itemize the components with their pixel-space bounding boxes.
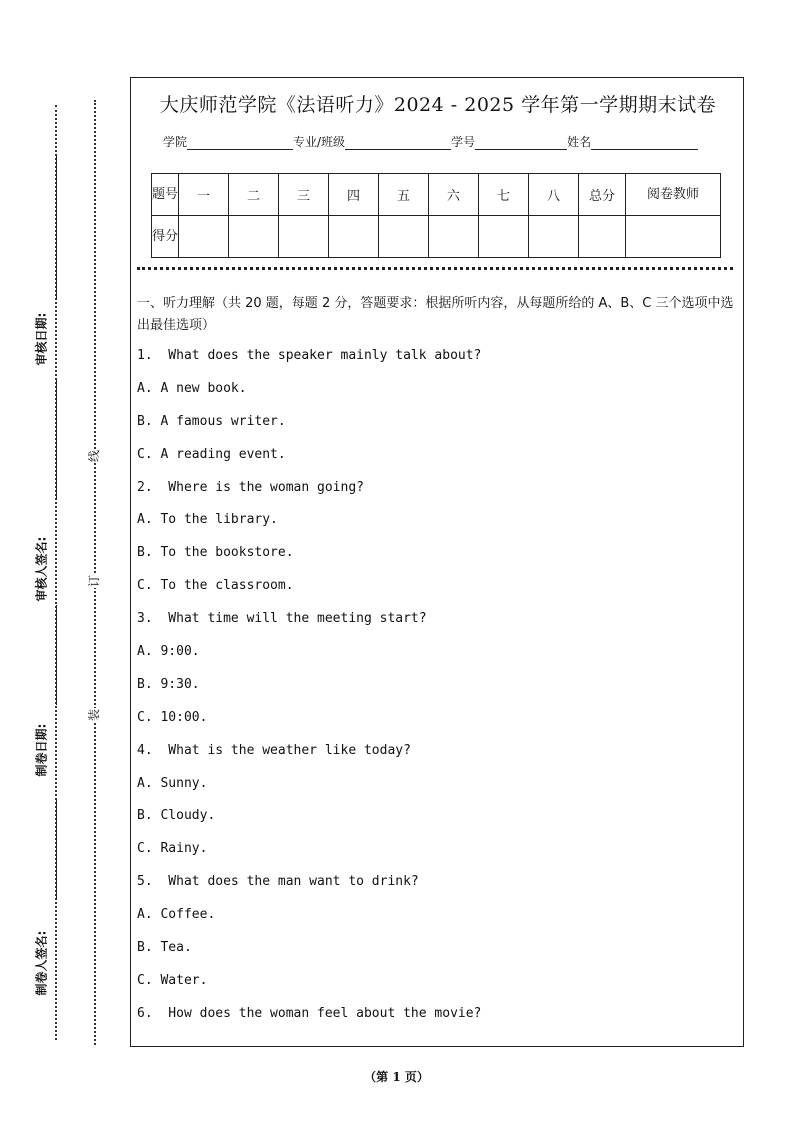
score-cell-1[interactable] bbox=[179, 216, 229, 258]
question-list bbox=[137, 346, 737, 1037]
option-line: C. Water. bbox=[137, 972, 208, 988]
binding-dotted-line bbox=[94, 100, 96, 1045]
binding-bind-char: 订 bbox=[87, 575, 101, 588]
option-line: C. Rainy. bbox=[137, 841, 208, 857]
question-line: 4. What is the weather like today? bbox=[137, 742, 411, 758]
option-line: A. Coffee. bbox=[137, 907, 216, 923]
dotted-separator bbox=[137, 267, 733, 270]
score-table bbox=[151, 173, 721, 258]
question-line: 5. What does the man want to drink? bbox=[137, 874, 419, 890]
prep-date-label: 制卷日期: bbox=[34, 723, 49, 777]
major-class-label: 专业/班级 bbox=[293, 135, 346, 149]
major-class-field[interactable] bbox=[345, 135, 451, 150]
exam-frame bbox=[130, 77, 744, 1047]
column-2: 二 bbox=[229, 174, 279, 216]
preparer-sign-label: 制卷人签名: bbox=[34, 930, 49, 996]
question-number-header: 题号 bbox=[152, 174, 179, 216]
score-table-score-row bbox=[152, 216, 721, 258]
column-1: 一 bbox=[179, 174, 229, 216]
name-label: 姓名 bbox=[567, 135, 592, 149]
preparer-sign-underline bbox=[56, 800, 57, 900]
exam-title: 大庆师范学院《法语听力》2024 - 2025 学年第一学期期末试卷 bbox=[159, 94, 717, 116]
score-cell-2[interactable] bbox=[229, 216, 279, 258]
college-label: 学院 bbox=[163, 135, 188, 149]
reviewer-header: 阅卷教师 bbox=[626, 174, 721, 216]
score-cell-3[interactable] bbox=[279, 216, 329, 258]
page-number: （第 1 页） bbox=[364, 1070, 429, 1084]
option-line: C. A reading event. bbox=[137, 446, 286, 462]
binding-staple-char: 装 bbox=[87, 709, 101, 722]
option-line: B. To the bookstore. bbox=[137, 545, 294, 561]
question-line: 3. What time will the meeting start? bbox=[137, 611, 427, 627]
college-field[interactable] bbox=[187, 135, 293, 150]
section-1-instruction: 一、听力理解（共 20 题，每题 2 分，答题要求：根据所听内容，从每题所给的 A、B、C 三个选项中选出最佳选项） bbox=[137, 296, 734, 333]
column-5: 五 bbox=[379, 174, 429, 216]
option-line: A. A new book. bbox=[137, 380, 247, 396]
option-line: B. Tea. bbox=[137, 940, 192, 956]
total-header: 总分 bbox=[579, 174, 626, 216]
option-line: A. Sunny. bbox=[137, 775, 208, 791]
option-line: B. A famous writer. bbox=[137, 413, 286, 429]
review-date-underline bbox=[56, 155, 57, 300]
score-cell-reviewer[interactable] bbox=[626, 216, 721, 258]
option-line: C. 10:00. bbox=[137, 709, 208, 725]
name-field[interactable] bbox=[591, 135, 698, 150]
option-line: A. To the library. bbox=[137, 512, 278, 528]
score-header: 得分 bbox=[152, 216, 179, 258]
column-6: 六 bbox=[429, 174, 479, 216]
binding-line-char: 线 bbox=[87, 450, 101, 463]
column-8: 八 bbox=[529, 174, 579, 216]
score-cell-7[interactable] bbox=[479, 216, 529, 258]
student-id-label: 学号 bbox=[451, 135, 476, 149]
question-line: 2. Where is the woman going? bbox=[137, 479, 364, 495]
column-3: 三 bbox=[279, 174, 329, 216]
option-line: A. 9:00. bbox=[137, 644, 200, 660]
option-line: B. Cloudy. bbox=[137, 808, 216, 824]
prep-date-underline bbox=[56, 605, 57, 705]
score-cell-4[interactable] bbox=[329, 216, 379, 258]
question-line: 6. How does the woman feel about the movie? bbox=[137, 1005, 482, 1021]
question-line: 1. What does the speaker mainly talk about? bbox=[137, 348, 482, 363]
reviewer-sign-underline bbox=[56, 380, 57, 500]
option-line: B. 9:30. bbox=[137, 676, 200, 692]
column-4: 四 bbox=[329, 174, 379, 216]
score-cell-8[interactable] bbox=[529, 216, 579, 258]
student-info-row bbox=[163, 133, 723, 150]
review-date-label: 审核日期: bbox=[34, 312, 49, 366]
student-id-field[interactable] bbox=[475, 135, 567, 150]
score-cell-total[interactable] bbox=[579, 216, 626, 258]
column-7: 七 bbox=[479, 174, 529, 216]
option-line: C. To the classroom. bbox=[137, 578, 294, 594]
score-table-header-row bbox=[152, 174, 721, 216]
reviewer-sign-label: 审核人签名: bbox=[34, 536, 49, 602]
score-cell-6[interactable] bbox=[429, 216, 479, 258]
score-cell-5[interactable] bbox=[379, 216, 429, 258]
